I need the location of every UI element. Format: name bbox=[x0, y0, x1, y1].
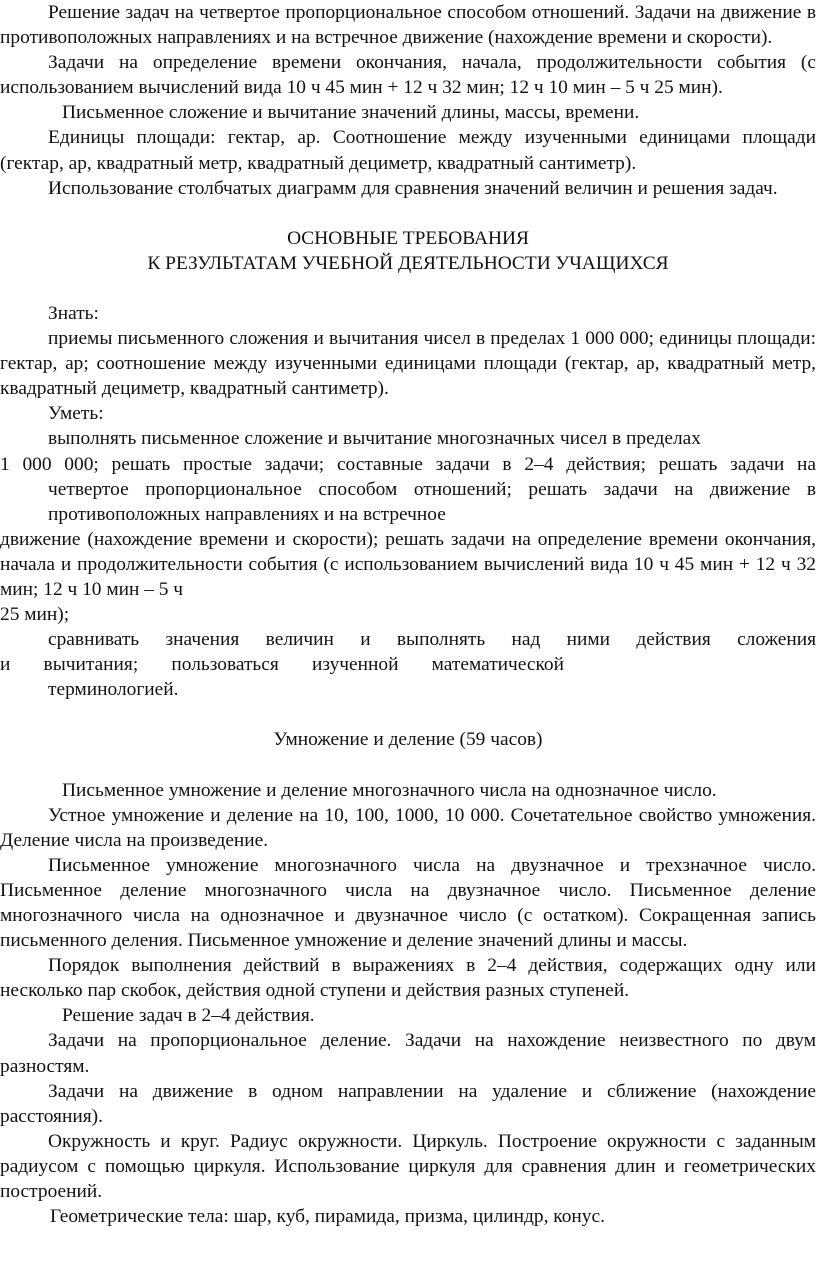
paragraph-line: четвертое пропорциональное способом отношений; решать задачи на движение в bbox=[48, 478, 816, 500]
spacer bbox=[0, 201, 816, 226]
paragraph: движение (нахождение времени и скорости); решать задачи на определение времени окончания, начала и продолжительности события (с использованием вычислений вида 10 ч 45 мин + 12 ч 32 мин; 12 ч 10 мин – 5 ч bbox=[0, 528, 816, 600]
paragraph-line: выполнять письменное сложение и вычитание многозначных чисел в пределах bbox=[48, 428, 701, 450]
paragraph: Окружность и круг. Радиус окружности. Циркуль. Построение окружности с заданным радиусом с помощью циркуля. Использование циркуля для сравнения длин и геометрических построений. bbox=[0, 1130, 816, 1203]
paragraph: Задачи на движение в одном направлении на удаление и сближение (нахождение расстояния). bbox=[0, 1080, 816, 1127]
spacer bbox=[0, 276, 816, 301]
paragraph: Решение задач на четвертое пропорциональное способом отношений. Задачи на движение в противоположных направлениях и на встречное движение (нахождение времени и скорости). bbox=[0, 2, 816, 49]
paragraph-line: и вычитания; пользоваться изученной математической bbox=[0, 654, 564, 676]
section-heading: ОСНОВНЫЕ ТРЕБОВАНИЯ bbox=[287, 227, 529, 249]
know-label: Знать: bbox=[48, 302, 99, 324]
paragraph: Единицы площади: гектар, ар. Соотношение между изученными единицами площади (гектар, ар, квадратный метр, квадратный дециметр, квадратный сантиметр). bbox=[0, 127, 816, 174]
paragraph: Письменное умножение и деление многозначного числа на однозначное число. bbox=[62, 779, 717, 801]
paragraph: Задачи на пропорциональное деление. Задачи на нахождение неизвестного по двум разностям. bbox=[0, 1030, 816, 1077]
paragraph: Использование столбчатых диаграмм для сравнения значений величин и решения задач. bbox=[48, 177, 778, 199]
paragraph: Решение задач в 2–4 действия. bbox=[62, 1005, 315, 1027]
paragraph: Геометрические тела: шар, куб, пирамида, призма, цилиндр, конус. bbox=[50, 1206, 605, 1228]
section-heading: К РЕЗУЛЬТАТАМ УЧЕБНОЙ ДЕЯТЕЛЬНОСТИ УЧАЩИХСЯ bbox=[147, 252, 669, 274]
paragraph-line: терминологией. bbox=[48, 679, 179, 701]
paragraph: Порядок выполнения действий в выражениях в 2–4 действия, содержащих одну или несколько пар скобок, действия одной ступени и действия разных ступеней. bbox=[0, 955, 816, 1002]
section-title: Умножение и деление (59 часов) bbox=[273, 729, 543, 751]
spacer bbox=[0, 702, 816, 727]
paragraph: Устное умножение и деление на 10, 100, 1000, 10 000. Сочетательное свойство умножения. Деление числа на произведение. bbox=[0, 804, 816, 851]
paragraph: Письменное умножение многозначного числа на двузначное и трехзначное число. Письменное деление многозначного числа на двузначное число. Письменное деление многозначного числа на однозначное и двузначное число (с остатком). Сокращенная запись письменного деления. Письменное умножение и деление значений длины и массы. bbox=[0, 854, 816, 952]
paragraph: Задачи на определение времени окончания, начала, продолжительности события (с использованием вычислений вида 10 ч 45 мин + 12 ч 32 мин; 12 ч 10 мин – 5 ч 25 мин). bbox=[0, 52, 816, 99]
paragraph: Письменное сложение и вычитание значений длины, массы, времени. bbox=[62, 102, 640, 124]
spacer bbox=[0, 753, 816, 778]
paragraph-line: 25 мин); bbox=[0, 604, 70, 626]
paragraph-line: 1 000 000; решать простые задачи; составные задачи в 2–4 действия; решать задачи на bbox=[0, 453, 816, 475]
paragraph-line: противоположных направлениях и на встречное bbox=[48, 503, 446, 525]
paragraph: приемы письменного сложения и вычитания чисел в пределах 1 000 000; единицы площади: гектар, ар; соотношение между изученными единицами площади (гектар, ар, квадратный метр, квадратный дециметр, квадратный сантиметр). bbox=[0, 328, 816, 400]
paragraph-line: сравнивать значения величин и выполнять над ними действия сложения bbox=[48, 629, 816, 651]
can-label: Уметь: bbox=[48, 403, 104, 425]
